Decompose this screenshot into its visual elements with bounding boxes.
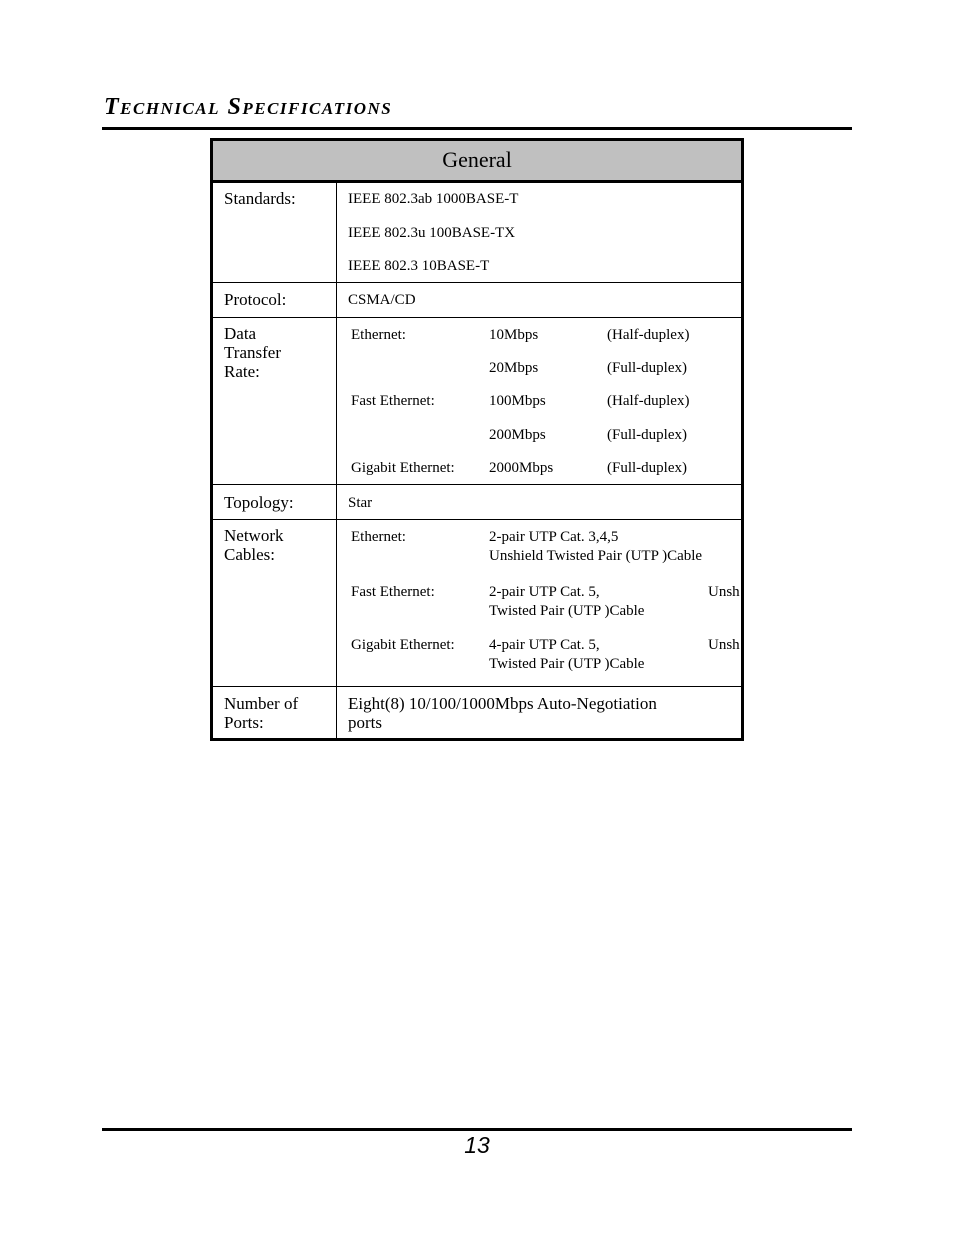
network-cables-label: Network Cables:	[224, 526, 284, 564]
cable-spec: Unsh	[708, 584, 740, 600]
rate-speed: 200Mbps	[489, 427, 546, 443]
row-protocol	[213, 283, 741, 318]
protocol-label: Protocol:	[224, 290, 287, 309]
row-number-of-ports	[213, 687, 741, 738]
cable-type: Gigabit Ethernet:	[351, 637, 455, 653]
footer-rule	[102, 1128, 852, 1131]
cable-spec: 4-pair UTP Cat. 5,	[489, 637, 600, 653]
topology-value: Star	[348, 495, 373, 511]
rate-mode: (Half-duplex)	[607, 393, 690, 409]
cable-spec: Twisted Pair (UTP )Cable	[489, 656, 645, 672]
number-of-ports-label: Number of Ports:	[224, 694, 299, 732]
rate-speed: 2000Mbps	[489, 460, 554, 476]
cable-type: Fast Ethernet:	[351, 584, 435, 600]
cable-spec: Unshield Twisted Pair (UTP )Cable	[489, 548, 703, 564]
standards-label: Standards:	[224, 189, 296, 208]
rate-speed: 20Mbps	[489, 360, 539, 376]
page-number: 13	[464, 1132, 490, 1158]
standards-item: IEEE 802.3ab 1000BASE-T	[348, 191, 519, 207]
rate-type: Fast Ethernet:	[351, 393, 435, 409]
number-of-ports-value: Eight(8) 10/100/1000Mbps Auto-Negotiation ports	[348, 694, 657, 732]
cable-type: Ethernet:	[351, 529, 406, 545]
cable-spec: Unsh	[708, 637, 740, 653]
row-standards	[213, 183, 741, 283]
table-header: General	[213, 141, 741, 183]
rate-type: Ethernet:	[351, 327, 406, 343]
topology-label: Topology:	[224, 493, 294, 512]
row-data-transfer-rate	[213, 318, 741, 485]
rate-mode: (Full-duplex)	[607, 427, 687, 443]
standards-item: IEEE 802.3u 100BASE-TX	[348, 225, 516, 241]
rate-mode: (Full-duplex)	[607, 360, 687, 376]
protocol-value: CSMA/CD	[348, 292, 416, 308]
section-title: Technical Specifications	[104, 94, 393, 120]
row-topology	[213, 485, 741, 520]
rate-speed: 100Mbps	[489, 393, 546, 409]
rate-type: Gigabit Ethernet:	[351, 460, 455, 476]
cable-spec: 2-pair UTP Cat. 3,4,5	[489, 529, 619, 545]
header-rule	[102, 127, 852, 130]
rate-mode: (Full-duplex)	[607, 460, 687, 476]
row-network-cables	[213, 520, 741, 687]
cable-spec: 2-pair UTP Cat. 5,	[489, 584, 600, 600]
rate-speed: 10Mbps	[489, 327, 539, 343]
data-transfer-rate-label: Data Transfer Rate:	[224, 324, 281, 381]
rate-mode: (Half-duplex)	[607, 327, 690, 343]
spec-table	[210, 138, 744, 741]
standards-item: IEEE 802.3 10BASE-T	[348, 258, 490, 274]
cable-spec: Twisted Pair (UTP )Cable	[489, 603, 645, 619]
